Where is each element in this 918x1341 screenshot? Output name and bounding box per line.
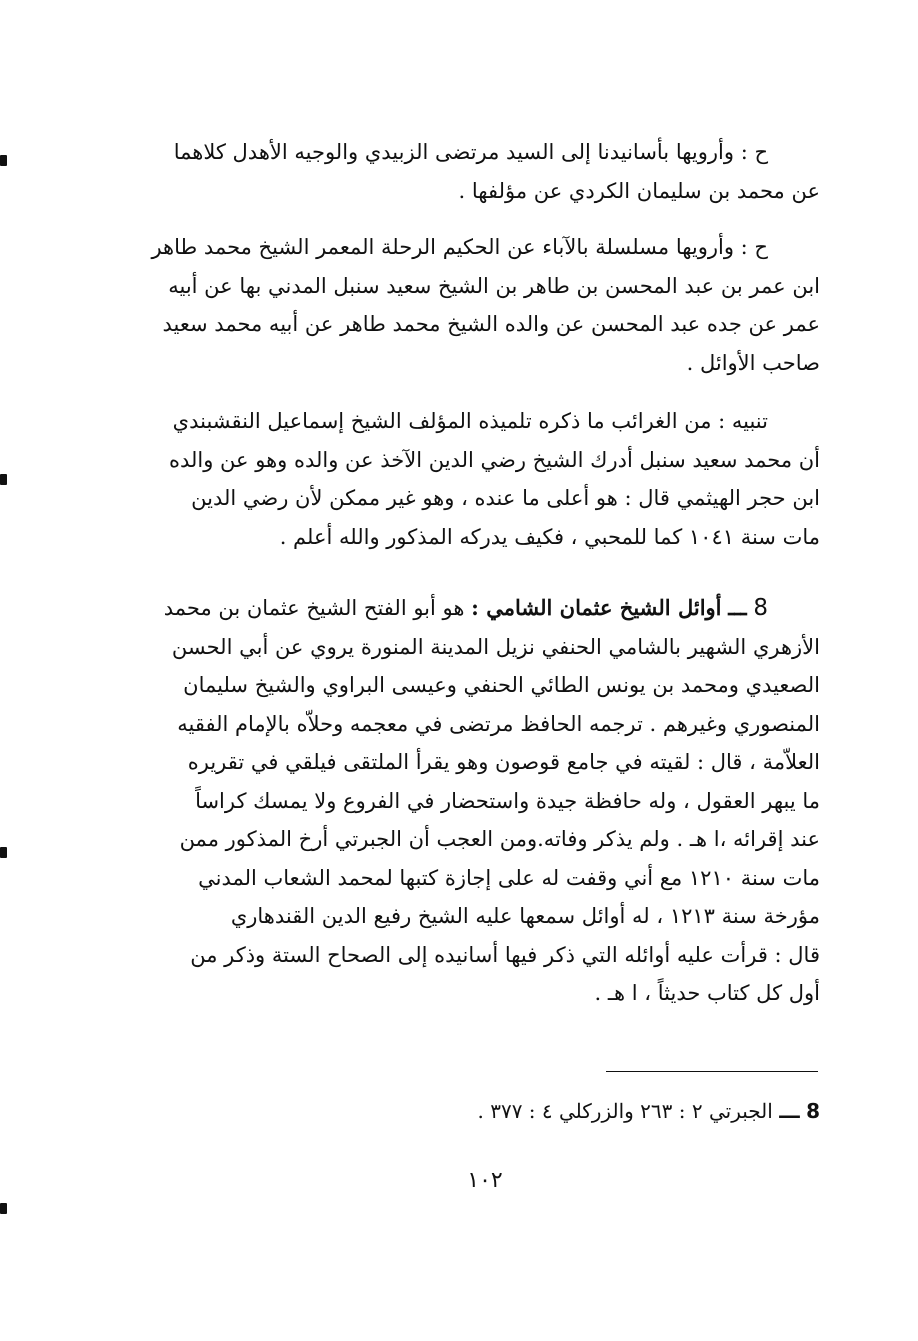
text-line: أن محمد سعيد سنبل أدرك الشيخ رضي الدين الآخذ عن والده وهو عن والده	[168, 447, 820, 472]
text-line: ابن عمر بن عبد المحسن بن طاهر بن الشيخ سعيد سنبل المدني بها عن أبيه	[168, 273, 820, 298]
footnote-number: 8	[806, 1099, 820, 1123]
margin-mark	[0, 1203, 7, 1214]
text-line: عمر عن جده عبد المحسن عن والده الشيخ محمد طاهر عن أبيه محمد سعيد	[162, 312, 820, 336]
text-line: الأزهري الشهير بالشامي الحنفي نزيل المدينة المنورة يروي عن أبي الحسن	[171, 634, 820, 659]
margin-mark	[0, 847, 7, 858]
footnote-text: الجبرتي ٢ : ٢٦٣ والزركلي ٤ : ٣٧٧ .	[477, 1099, 773, 1123]
text-line: ابن حجر الهيثمي قال : هو أعلى ما عنده ، وهو غير ممكن لأن رضي الدين	[191, 486, 820, 510]
margin-mark	[0, 155, 7, 166]
margin-mark	[0, 474, 7, 485]
entry-title: أوائل الشيخ عثمان الشامي :	[471, 595, 722, 620]
text-line: عن محمد بن سليمان الكردي عن مؤلفها .	[458, 178, 820, 203]
text-line: مؤرخة سنة ١٢١٣ ، له أوائل سمعها عليه الشيخ رفيع الدين القندهاري	[230, 904, 820, 928]
text-line: العلاّمة ، قال : لقيته في جامع قوصون وهو يقرأ الملتقى فيلقي في تقريره	[187, 750, 820, 774]
text-line: تنبيه : من الغرائب ما ذكره تلميذه المؤلف الشيخ إسماعيل النقشبندي	[172, 409, 768, 433]
paragraph-chain-2	[148, 228, 820, 382]
text-line: عند إقرائه ،ا هـ . ولم يذكر وفاته.ومن العجب أن الجبرتي أرخ المذكور ممن	[179, 827, 820, 851]
text-line: ما يبهر العقول ، وله حافظة جيدة واستحضار في الفروع ولا يمسك كراساً	[195, 788, 820, 813]
paragraph-note	[148, 402, 820, 556]
entry-number: 8	[753, 595, 768, 621]
text-line: مات سنة ١٢١٠ مع أني وقفت له على إجازة كتبها لمحمد الشعاب المدني	[198, 865, 820, 890]
entry-first-line	[148, 589, 820, 628]
text-line: الصعيدي ومحمد بن يونس الطائي الحنفي وعيسى البراوي والشيخ سليمان	[183, 673, 820, 697]
text-line: أول كل كتاب حديثاً ، ا هـ .	[594, 981, 820, 1005]
text-line: ح : وأرويها بأسانيدنا إلى السيد مرتضى الزبيدي والوجيه الأهدل كلاهما	[173, 140, 768, 164]
text-line: ح : وأرويها مسلسلة بالآباء عن الحكيم الرحلة المعمر الشيخ محمد طاهر	[151, 235, 768, 259]
entry-first-line-text: هو أبو الفتح الشيخ عثمان بن محمد	[163, 596, 465, 620]
text-line: قال : قرأت عليه أوائله التي ذكر فيها أسانيده إلى الصحاح الستة وذكر من	[190, 942, 820, 967]
footnote-dash: ـــ	[779, 1099, 800, 1123]
paragraph-chain-1	[148, 133, 820, 210]
text-line: المنصوري وغيرهم . ترجمه الحافظ مرتضى في معجمه وحلاّه بالإمام الفقيه	[177, 711, 820, 736]
entry-paragraph	[148, 589, 820, 1013]
text-line: مات سنة ١٠٤١ كما للمحبي ، فكيف يدركه المذكور والله أعلم .	[279, 524, 820, 549]
text-line: صاحب الأوائل .	[686, 350, 820, 375]
entry-dash: ـــ	[728, 595, 747, 620]
page-number: ١٠٢	[467, 1168, 503, 1193]
footnote	[148, 1096, 820, 1126]
footnote-separator	[606, 1071, 818, 1072]
